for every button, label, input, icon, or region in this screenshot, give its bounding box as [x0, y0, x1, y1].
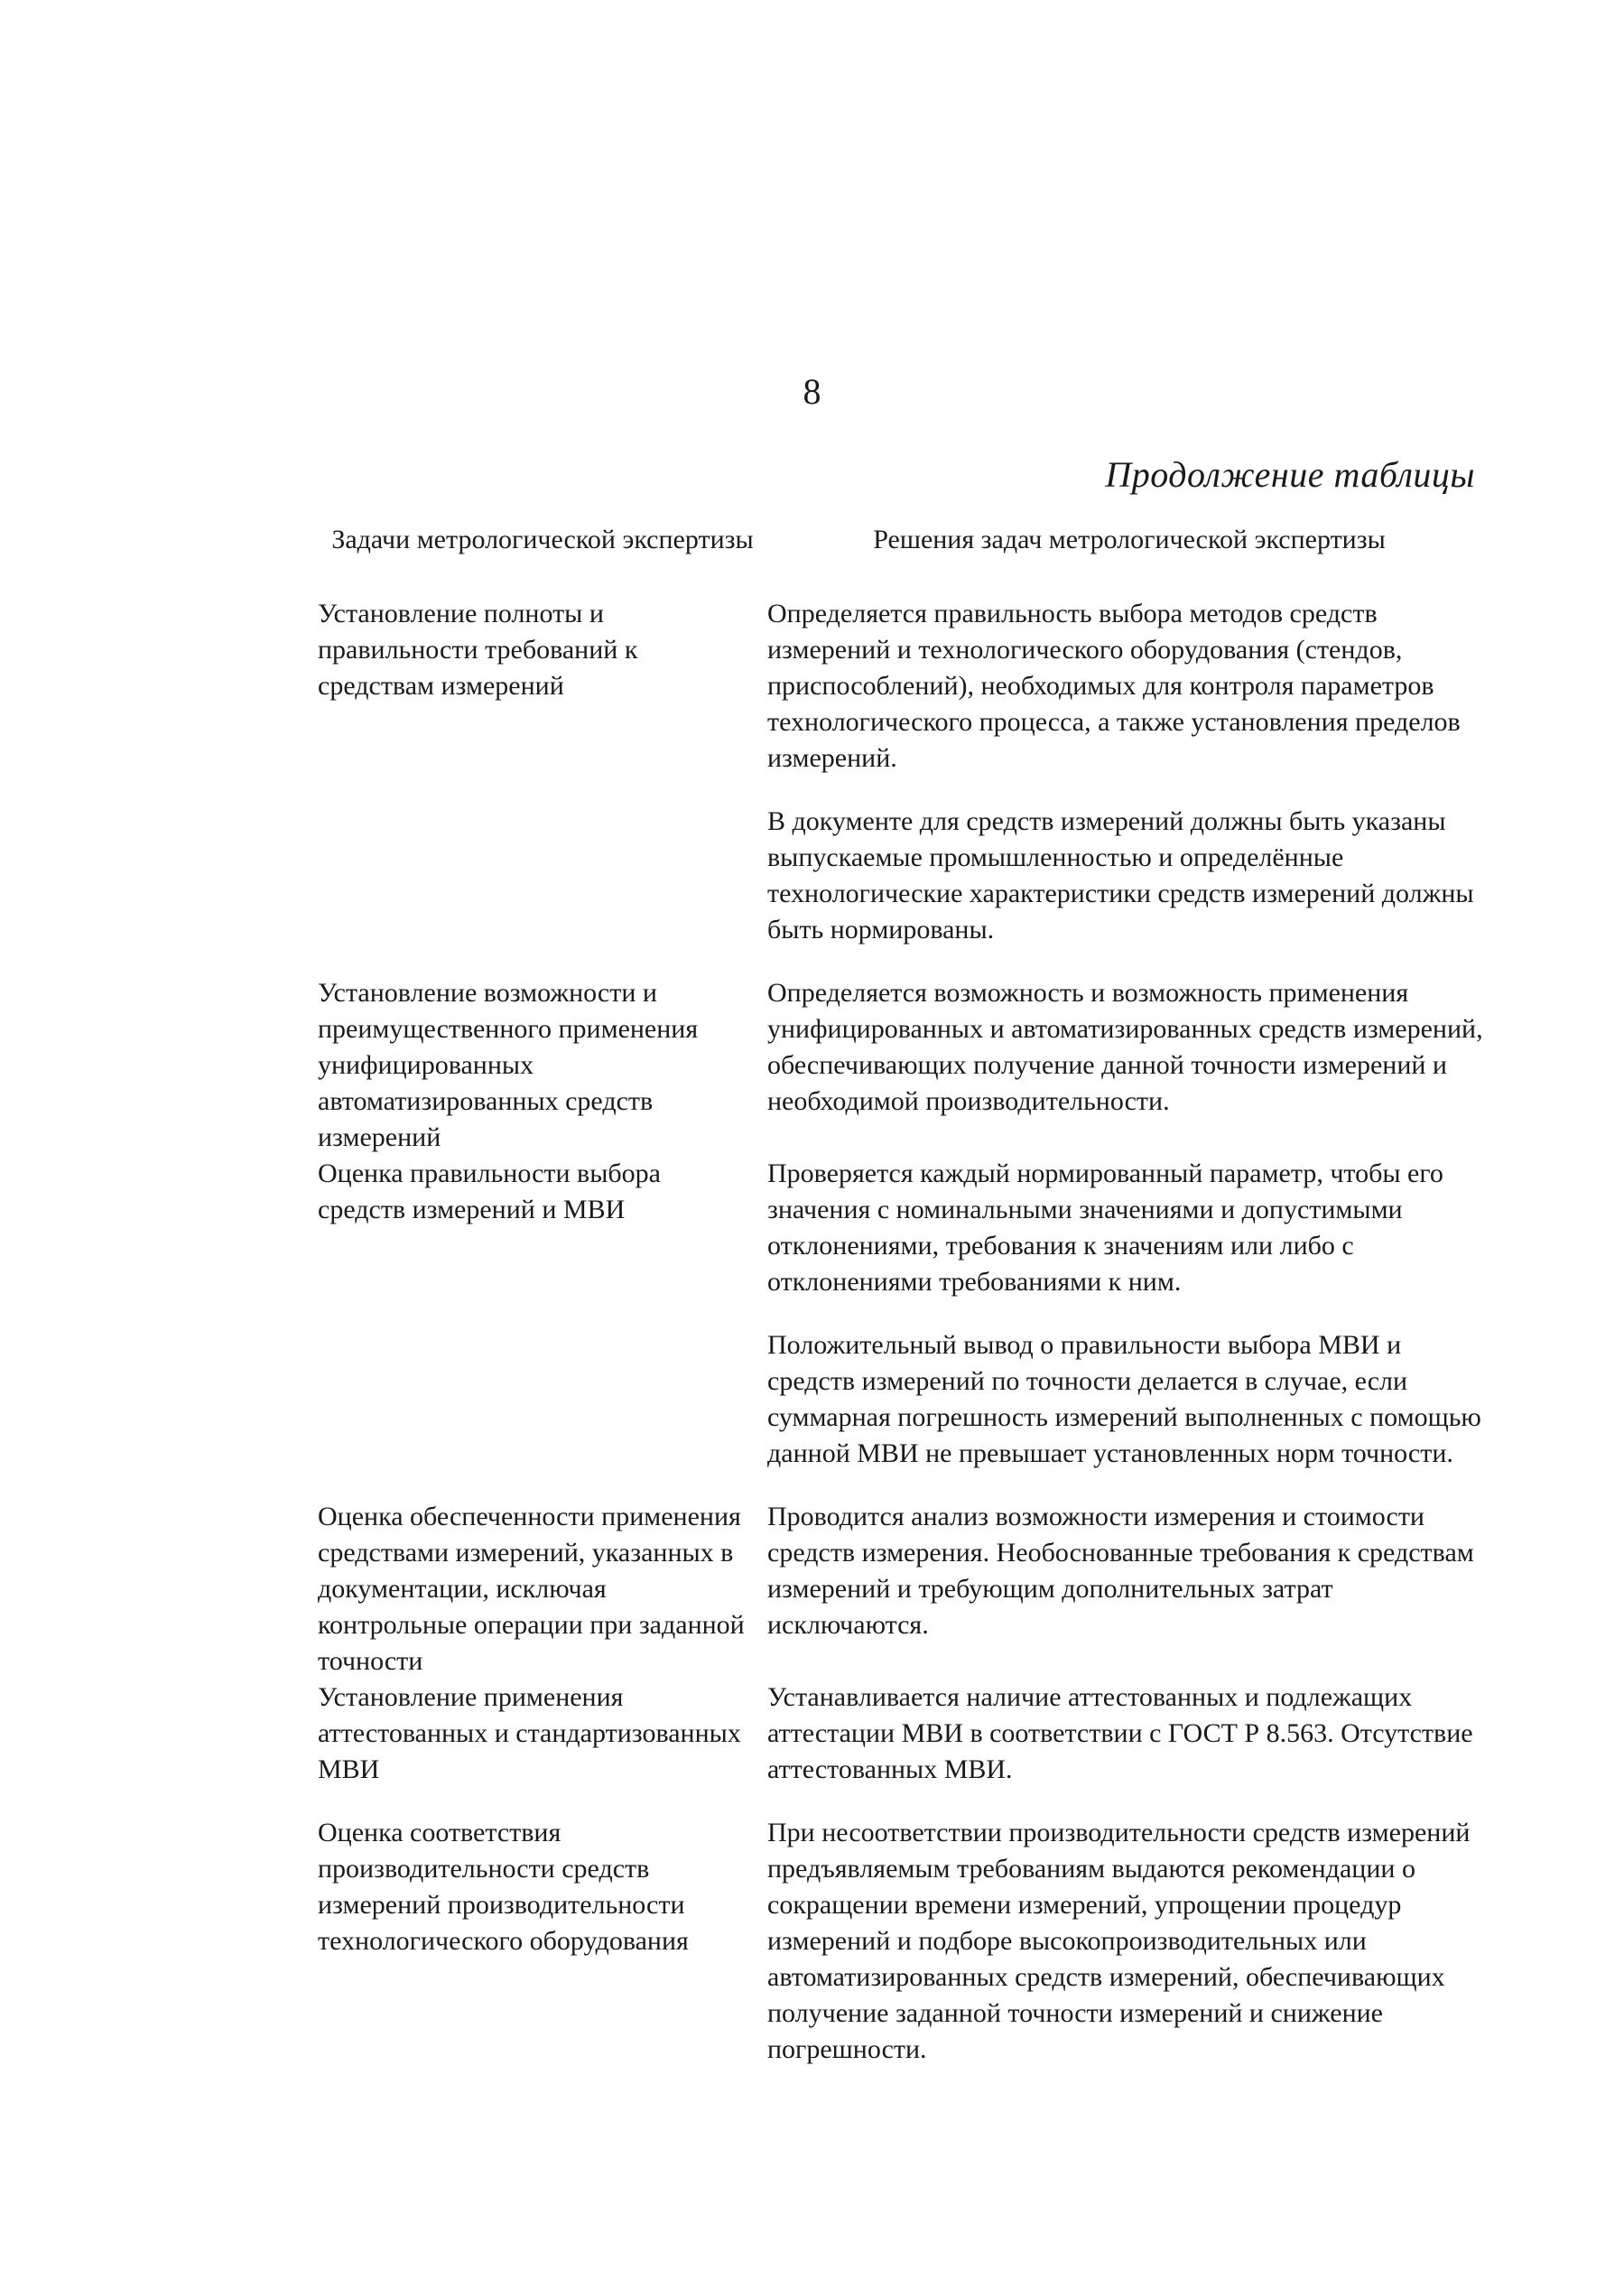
solution-paragraph: Проводится анализ возможности измерения и стоимости средств измерения. Необоснованные требования к средствам измерений и требующим дополнительных затрат исключаются. — [767, 1502, 1474, 1640]
table-row — [318, 1156, 1491, 1499]
solution-paragraph: В документе для средств измерений должны быть указаны выпускаемые промышленностью и определённые технологические характеристики средств измерений должны быть нормированы. — [767, 806, 1474, 944]
solution-cell — [767, 975, 1491, 1156]
task-cell: Установление применения аттестованных и стандартизованных МВИ — [318, 1682, 741, 1784]
solution-paragraph: Определяется правильность выбора методов средств измерений и технологического оборудования (стендов, приспособлений), необходимых для контроля параметров технологического процесса, а также установления пределов измерений. — [767, 599, 1461, 773]
table-row — [318, 596, 1491, 975]
solution-cell — [767, 1156, 1491, 1499]
solution-paragraph: Проверяется каждый нормированный параметр, чтобы его значения с номинальными значениями и допустимыми отклонениями, требования к значениям или либо с отклонениями требованиями к ним. — [767, 1158, 1443, 1297]
solution-cell — [767, 596, 1491, 975]
table-row — [318, 975, 1491, 1156]
solution-cell — [767, 1499, 1491, 1680]
solution-paragraph: Положительный вывод о правильности выбора МВИ и средств измерений по точности делается в случае, если суммарная погрешность измерений выполненных с помощью данной МВИ не превышает установленных норм точности. — [767, 1330, 1481, 1468]
table-continuation-label: Продолжение таблицы — [1105, 454, 1475, 495]
header-tasks: Задачи метрологической экспертизы — [331, 525, 754, 554]
solution-cell — [767, 1680, 1491, 1815]
solution-paragraph: Определяется возможность и возможность применения унифицированных и автоматизированных средств измерений, обеспечивающих получение данной точности измерений и необходимой производительности. — [767, 978, 1483, 1116]
table-header-row — [318, 522, 1491, 596]
solution-paragraph: При несоответствии производительности средств измерений предъявляемым требованиям выдаются рекомендации о сокращении времени измерений, упрощении процедур измерений и подборе высокопроизводительных или автоматизированных средств измерений, обеспечивающих получение заданной точности измерений и снижение погрешности. — [767, 1818, 1471, 2064]
page-number: 8 — [803, 371, 821, 412]
task-cell: Установление возможности и преимущественного применения унифицированных автоматизированных средств измерений — [318, 978, 699, 1152]
task-cell: Оценка правильности выбора средств измерений и МВИ — [318, 1158, 661, 1224]
table-row — [318, 1815, 1491, 2095]
task-cell: Оценка соответствия производительности средств измерений производительности технологического оборудования — [318, 1818, 689, 1956]
table-row — [318, 1680, 1491, 1815]
task-cell: Установление полноты и правильности требований к средствам измерений — [318, 599, 638, 701]
task-cell: Оценка обеспеченности применения средствами измерений, указанных в документации, исключая контрольные операции при заданной точности — [318, 1502, 745, 1676]
table-row — [318, 1499, 1491, 1680]
expertise-table — [318, 522, 1491, 2095]
solution-paragraph: Устанавливается наличие аттестованных и подлежащих аттестации МВИ в соответствии с ГОСТ Р 8.563. Отсутствие аттестованных МВИ. — [767, 1682, 1473, 1784]
solution-cell — [767, 1815, 1491, 2095]
header-solutions: Решения задач метрологической экспертизы — [873, 525, 1386, 554]
